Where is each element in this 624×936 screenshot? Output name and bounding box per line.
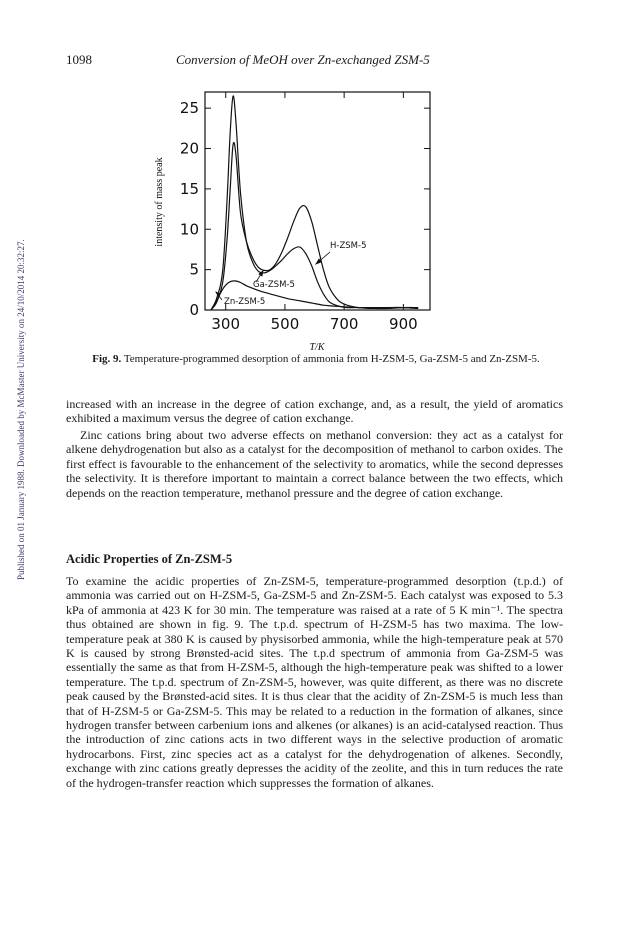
- running-head: Conversion of MeOH over Zn-exchanged ZSM-5: [176, 52, 430, 67]
- paragraph-3: To examine the acidic properties of Zn-ZSM-5, temperature-programmed desorption (t.p.d.) of ammonia was carried out on H-ZSM-5, Ga-ZSM-5 and Zn-ZSM-5. Each catalyst was exposed to 5.3 kPa of ammonia at 423 K for 30 min. The temperature was raised at a rate of 5 K min⁻¹. The spectra thus obtained are shown in fig. 9. The t.p.d. spectrum of H-ZSM-5 has two maxima. The low-temperature peak at 380 K is caused by physisorbed ammonia, while the high-temperature peak at 570 K is caused by strong Brønsted-acid sites. The t.p.d spectrum of ammonia from Ga-ZSM-5 was essentially the same as that from H-ZSM-5, although the high-temperature peak was shifted to a lower temperature. The t.p.d. spectrum of Zn-ZSM-5, however, was quite different, as there was no discrete peak caused by the Brønsted-acid sites. It is thus clear that the acidity of Zn-ZSM-5 is much less than that of H-ZSM-5 or Ga-ZSM-5. This may be related to a reduction in the formation of alkanes, since hydrogen transfer between carbenium ions and alkenes (or alkanes) is an acid-catalysed reaction. Thus the introduction of zinc cations acts in two different ways in the selective production of aromatic hydrocarbons. First, zinc species act as a catalyst for the dehydrogenation of alkenes. Secondly, exchange with zinc cations greatly depresses the acidity of the zeolite, and this in turn reduces the rate of the hydrogen-transfer reaction which suppresses the formation of alkanes.: [66, 574, 563, 790]
- y-axis-ticks: [180, 99, 430, 319]
- plot-frame: [205, 92, 430, 310]
- paragraph-1: increased with an increase in the degree of cation exchange, and, as a result, the yield of aromatics exhibited a maximum versus the degree of cation exchange.: [66, 397, 563, 426]
- y-tick-label: 20: [179, 139, 199, 158]
- annotation-arrows: [216, 252, 330, 300]
- figure-tpd-chart: [150, 82, 450, 354]
- annotation-zn-zsm5: Zn-ZSM-5: [224, 297, 266, 307]
- section-heading: Acidic Properties of Zn-ZSM-5: [66, 552, 233, 566]
- series-line-ga-zsm-5: [211, 96, 418, 310]
- y-tick-label: 10: [179, 220, 199, 239]
- tpd-chart: [150, 82, 450, 354]
- annotation-ga-zsm5: Ga-ZSM-5: [253, 280, 295, 290]
- x-tick-label: 900: [389, 315, 418, 333]
- x-tick-label: 700: [329, 315, 359, 333]
- y-tick-label: 25: [179, 99, 199, 118]
- page-number: 1098: [66, 52, 92, 67]
- annotation-h-zsm5: H-ZSM-5: [330, 241, 367, 251]
- series-lines: [211, 96, 418, 310]
- download-notice-text: Published on 01 January 1988. Downloaded by McMaster University on 24/10/2014 20:32:27.: [16, 239, 26, 580]
- series-line-h-zsm-5: [211, 143, 418, 310]
- x-tick-label: 300: [211, 315, 241, 333]
- download-notice: [16, 239, 26, 580]
- arrowhead-h-zsm5: [316, 259, 321, 264]
- figure-caption: [66, 353, 566, 366]
- x-tick-label: 500: [270, 315, 300, 333]
- y-tick-label: 0: [189, 301, 199, 319]
- caption-label: Fig. 9.: [92, 353, 122, 365]
- y-axis-label: intensity of mass peak: [154, 157, 165, 247]
- x-axis-label: T/K: [309, 342, 325, 353]
- y-tick-label: 5: [189, 260, 199, 279]
- paragraph-2: Zinc cations bring about two adverse effects on methanol conversion: they act as a catalyst for alkene dehydrogenation but also as a catalyst for the decomposition of methanol to carbon oxides. The first effect is favourable to the enhancement of the selectivity to aromatics, while the second depresses the selectivity. It is therefore important to maintain a correct balance between the two effects, which depends on the reaction temperature, methanol pressure and the degree of cation exchange.: [66, 428, 563, 500]
- caption-text: Temperature-programmed desorption of ammonia from H-ZSM-5, Ga-ZSM-5 and Zn-ZSM-5.: [123, 353, 540, 365]
- y-tick-label: 15: [179, 179, 199, 198]
